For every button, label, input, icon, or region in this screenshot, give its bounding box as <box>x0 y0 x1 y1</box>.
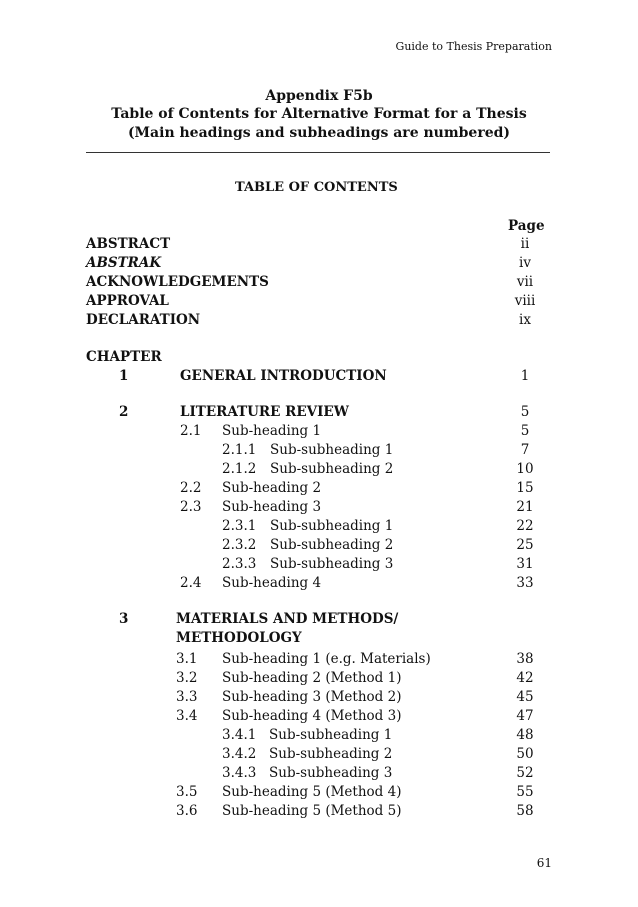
front-matter-acknowledgements: ACKNOWLEDGEMENTS <box>86 274 269 290</box>
subsubheading-page: 22 <box>516 518 534 534</box>
subheading-page: 15 <box>516 480 534 496</box>
appendix-note: (Main headings and subheadings are numbered) <box>127 125 511 141</box>
chapter-number: 1 <box>119 368 129 384</box>
subsubheading-page: 50 <box>516 746 534 762</box>
subheading-page: 45 <box>516 689 534 705</box>
subheading-number: 2.4 <box>180 575 202 591</box>
subsubheading-page: 7 <box>520 442 530 458</box>
appendix-title: Appendix F5b <box>265 88 373 104</box>
subsubheading-title: Sub-subheading 3 <box>269 765 393 781</box>
subheading-page: 33 <box>516 575 534 591</box>
title-divider <box>86 152 550 153</box>
subheading-page: 5 <box>520 423 530 439</box>
toc-heading: TABLE OF CONTENTS <box>235 180 398 195</box>
subsubheading-number: 3.4.1 <box>222 727 257 743</box>
subheading-title: Sub-heading 2 <box>222 480 322 496</box>
subheading-title: Sub-heading 4 <box>222 575 322 591</box>
front-matter-declaration: DECLARATION <box>86 312 201 328</box>
chapter-page: 1 <box>520 368 530 384</box>
chapter-title: GENERAL INTRODUCTION <box>180 368 387 384</box>
subsubheading-number: 2.1.1 <box>222 442 257 458</box>
subsubheading-number: 3.4.3 <box>222 765 257 781</box>
subsubheading-title: Sub-subheading 1 <box>270 442 394 458</box>
subheading-page: 21 <box>516 499 534 515</box>
subheading-number: 3.1 <box>176 651 198 667</box>
subheading-page: 58 <box>516 803 534 819</box>
subheading-number: 2.3 <box>180 499 202 515</box>
chapter-label: CHAPTER <box>86 349 162 365</box>
subheading-title: Sub-heading 1 <box>222 423 322 439</box>
subheading-title: Sub-heading 4 (Method 3) <box>222 708 402 724</box>
front-matter-page: vii <box>516 274 534 290</box>
chapter-number: 2 <box>119 404 129 420</box>
subsubheading-number: 3.4.2 <box>222 746 257 762</box>
chapter-page: 5 <box>520 404 530 420</box>
page-column-label: Page <box>508 218 545 234</box>
subsubheading-number: 2.3.1 <box>222 518 257 534</box>
subsubheading-page: 52 <box>516 765 534 781</box>
subsubheading-page: 48 <box>516 727 534 743</box>
running-header: Guide to Thesis Preparation <box>395 40 552 53</box>
subsubheading-page: 10 <box>516 461 534 477</box>
subsubheading-title: Sub-subheading 2 <box>270 537 394 553</box>
subsubheading-title: Sub-subheading 2 <box>269 746 393 762</box>
subheading-page: 38 <box>516 651 534 667</box>
page-number: 61 <box>536 856 552 870</box>
subsubheading-number: 2.3.3 <box>222 556 257 572</box>
chapter-title: MATERIALS AND METHODS/ <box>176 611 399 627</box>
subheading-number: 2.1 <box>180 423 202 439</box>
subheading-number: 2.2 <box>180 480 202 496</box>
subsubheading-number: 2.1.2 <box>222 461 257 477</box>
subheading-number: 3.6 <box>176 803 198 819</box>
subheading-title: Sub-heading 2 (Method 1) <box>222 670 402 686</box>
front-matter-approval: APPROVAL <box>86 293 169 309</box>
subheading-title: Sub-heading 5 (Method 4) <box>222 784 402 800</box>
front-matter-page: ix <box>519 312 531 328</box>
subsubheading-title: Sub-subheading 3 <box>270 556 394 572</box>
appendix-subtitle: Table of Contents for Alternative Format for a Thesis <box>111 106 527 122</box>
chapter-title: LITERATURE REVIEW <box>180 404 349 420</box>
subsubheading-title: Sub-subheading 1 <box>269 727 393 743</box>
subheading-number: 3.5 <box>176 784 198 800</box>
subheading-number: 3.3 <box>176 689 198 705</box>
subsubheading-page: 31 <box>516 556 534 572</box>
front-matter-abstract: ABSTRACT <box>86 236 171 252</box>
subheading-number: 3.4 <box>176 708 198 724</box>
subheading-title: Sub-heading 1 (e.g. Materials) <box>222 651 431 667</box>
front-matter-page: iv <box>519 255 531 271</box>
subheading-page: 55 <box>516 784 534 800</box>
subheading-title: Sub-heading 3 (Method 2) <box>222 689 402 705</box>
front-matter-page: viii <box>514 293 536 309</box>
subheading-title: Sub-heading 5 (Method 5) <box>222 803 402 819</box>
subheading-page: 47 <box>516 708 534 724</box>
subsubheading-title: Sub-subheading 2 <box>270 461 394 477</box>
chapter-number: 3 <box>119 611 129 627</box>
subsubheading-page: 25 <box>516 537 534 553</box>
front-matter-page: ii <box>520 236 530 252</box>
subsubheading-number: 2.3.2 <box>222 537 257 553</box>
front-matter-abstrak: ABSTRAK <box>86 255 162 271</box>
chapter-title-continued: METHODOLOGY <box>176 630 302 646</box>
subheading-number: 3.2 <box>176 670 198 686</box>
subsubheading-title: Sub-subheading 1 <box>270 518 394 534</box>
subheading-title: Sub-heading 3 <box>222 499 322 515</box>
subheading-page: 42 <box>516 670 534 686</box>
